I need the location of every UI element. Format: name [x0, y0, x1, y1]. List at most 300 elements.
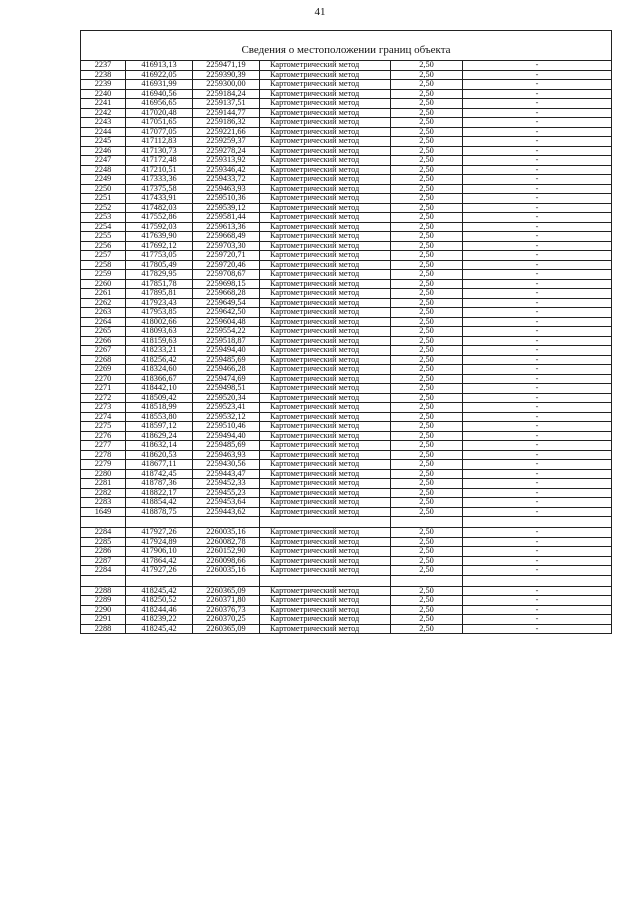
coord-x-cell: 417375,58 [126, 184, 193, 194]
point-number-cell: 2279 [81, 460, 126, 470]
table-row [81, 488, 612, 498]
coord-y-cell: 2259463,93 [193, 450, 260, 460]
coord-y-cell: 2259703,30 [193, 241, 260, 251]
coord-y-cell: 2259518,87 [193, 336, 260, 346]
coord-x-cell: 417895,81 [126, 289, 193, 299]
table-row [81, 241, 612, 251]
point-number-cell: 2264 [81, 317, 126, 327]
description-cell: - [463, 528, 612, 538]
point-number-cell: 2251 [81, 194, 126, 204]
description-cell: - [463, 624, 612, 634]
coord-y-cell: 2259453,64 [193, 498, 260, 508]
accuracy-cell: 2,50 [391, 336, 463, 346]
point-number-cell: 2238 [81, 70, 126, 80]
point-number-cell: 2267 [81, 346, 126, 356]
coord-x-cell: 417639,90 [126, 232, 193, 242]
description-cell: - [463, 232, 612, 242]
description-cell: - [463, 498, 612, 508]
separator-cell [193, 575, 260, 586]
separator-cell [81, 517, 126, 528]
point-number-cell: 2273 [81, 403, 126, 413]
method-cell: Картометрический метод [260, 194, 391, 204]
description-cell: - [463, 537, 612, 547]
coord-x-cell: 418159,63 [126, 336, 193, 346]
point-number-cell: 2287 [81, 556, 126, 566]
description-cell: - [463, 156, 612, 166]
coord-x-cell: 418518,99 [126, 403, 193, 413]
coord-y-cell: 2259485,69 [193, 441, 260, 451]
accuracy-cell: 2,50 [391, 469, 463, 479]
coord-y-cell: 2259430,56 [193, 460, 260, 470]
method-cell: Картометрический метод [260, 118, 391, 128]
accuracy-cell: 2,50 [391, 156, 463, 166]
accuracy-cell: 2,50 [391, 108, 463, 118]
point-number-cell: 2253 [81, 213, 126, 223]
table-row [81, 327, 612, 337]
coord-y-cell: 2259523,41 [193, 403, 260, 413]
table-row [81, 61, 612, 71]
description-cell: - [463, 270, 612, 280]
description-cell: - [463, 479, 612, 489]
separator-cell [463, 517, 612, 528]
accuracy-cell: 2,50 [391, 528, 463, 538]
description-cell: - [463, 431, 612, 441]
point-number-cell: 2265 [81, 327, 126, 337]
coord-x-cell: 417482,03 [126, 203, 193, 213]
method-cell: Картометрический метод [260, 403, 391, 413]
coord-x-cell: 416956,65 [126, 99, 193, 109]
point-number-cell: 2276 [81, 431, 126, 441]
group-separator [81, 517, 612, 528]
point-number-cell: 2258 [81, 260, 126, 270]
description-cell: - [463, 384, 612, 394]
accuracy-cell: 2,50 [391, 479, 463, 489]
table-row [81, 528, 612, 538]
method-cell: Картометрический метод [260, 260, 391, 270]
table-row [81, 108, 612, 118]
point-number-cell: 2260 [81, 279, 126, 289]
method-cell: Картометрический метод [260, 70, 391, 80]
coord-x-cell: 417552,86 [126, 213, 193, 223]
accuracy-cell: 2,50 [391, 99, 463, 109]
coord-x-cell: 418002,66 [126, 317, 193, 327]
coord-x-cell: 416931,99 [126, 80, 193, 90]
coord-x-cell: 418742,45 [126, 469, 193, 479]
method-cell: Картометрический метод [260, 355, 391, 365]
table-row [81, 605, 612, 615]
coord-x-cell: 418553,80 [126, 412, 193, 422]
description-cell: - [463, 241, 612, 251]
description-cell: - [463, 336, 612, 346]
description-cell: - [463, 586, 612, 596]
accuracy-cell: 2,50 [391, 566, 463, 576]
coord-y-cell: 2259510,36 [193, 194, 260, 204]
method-cell: Картометрический метод [260, 317, 391, 327]
coord-y-cell: 2259494,40 [193, 431, 260, 441]
accuracy-cell: 2,50 [391, 346, 463, 356]
accuracy-cell: 2,50 [391, 289, 463, 299]
description-cell: - [463, 308, 612, 318]
coord-x-cell: 418245,42 [126, 624, 193, 634]
accuracy-cell: 2,50 [391, 137, 463, 147]
accuracy-cell: 2,50 [391, 412, 463, 422]
table-row [81, 298, 612, 308]
method-cell: Картометрический метод [260, 384, 391, 394]
coord-x-cell: 417130,73 [126, 146, 193, 156]
point-number-cell: 2288 [81, 624, 126, 634]
table-row [81, 507, 612, 517]
coord-y-cell: 2259708,67 [193, 270, 260, 280]
method-cell: Картометрический метод [260, 586, 391, 596]
point-number-cell: 2263 [81, 308, 126, 318]
coord-y-cell: 2259613,36 [193, 222, 260, 232]
method-cell: Картометрический метод [260, 596, 391, 606]
method-cell: Картометрический метод [260, 488, 391, 498]
accuracy-cell: 2,50 [391, 118, 463, 128]
coord-x-cell: 418442,10 [126, 384, 193, 394]
coord-y-cell: 2259471,19 [193, 61, 260, 71]
coord-y-cell: 2259452,33 [193, 479, 260, 489]
method-cell: Картометрический метод [260, 222, 391, 232]
coord-x-cell: 417112,83 [126, 137, 193, 147]
accuracy-cell: 2,50 [391, 251, 463, 261]
table-row [81, 317, 612, 327]
accuracy-cell: 2,50 [391, 175, 463, 185]
point-number-cell: 2256 [81, 241, 126, 251]
description-cell: - [463, 99, 612, 109]
coord-y-cell: 2259221,66 [193, 127, 260, 137]
coord-y-cell: 2259510,46 [193, 422, 260, 432]
accuracy-cell: 2,50 [391, 384, 463, 394]
description-cell: - [463, 70, 612, 80]
accuracy-cell: 2,50 [391, 127, 463, 137]
coord-y-cell: 2259649,54 [193, 298, 260, 308]
description-cell: - [463, 165, 612, 175]
accuracy-cell: 2,50 [391, 393, 463, 403]
coord-x-cell: 417923,43 [126, 298, 193, 308]
table-row [81, 232, 612, 242]
coord-x-cell: 418878,75 [126, 507, 193, 517]
page-number: 41 [314, 6, 326, 18]
method-cell: Картометрический метод [260, 146, 391, 156]
coord-x-cell: 417077,05 [126, 127, 193, 137]
coord-x-cell: 418509,42 [126, 393, 193, 403]
method-cell: Картометрический метод [260, 156, 391, 166]
coord-x-cell: 417753,05 [126, 251, 193, 261]
description-cell: - [463, 556, 612, 566]
point-number-cell: 2257 [81, 251, 126, 261]
description-cell: - [463, 450, 612, 460]
coord-x-cell: 417906,10 [126, 547, 193, 557]
coord-y-cell: 2259137,51 [193, 99, 260, 109]
point-number-cell: 2259 [81, 270, 126, 280]
point-number-cell: 2244 [81, 127, 126, 137]
point-number-cell: 2270 [81, 374, 126, 384]
method-cell: Картометрический метод [260, 203, 391, 213]
point-number-cell: 2241 [81, 99, 126, 109]
table-row [81, 441, 612, 451]
accuracy-cell: 2,50 [391, 317, 463, 327]
separator-cell [126, 575, 193, 586]
accuracy-cell: 2,50 [391, 241, 463, 251]
coord-x-cell: 417864,42 [126, 556, 193, 566]
method-cell: Картометрический метод [260, 615, 391, 625]
coord-x-cell: 418233,21 [126, 346, 193, 356]
method-cell: Картометрический метод [260, 624, 391, 634]
table-row [81, 289, 612, 299]
table-row [81, 251, 612, 261]
method-cell: Картометрический метод [260, 289, 391, 299]
coord-y-cell: 2259390,39 [193, 70, 260, 80]
accuracy-cell: 2,50 [391, 431, 463, 441]
coord-x-cell: 417333,36 [126, 175, 193, 185]
table-row [81, 222, 612, 232]
description-cell: - [463, 441, 612, 451]
coord-x-cell: 417210,51 [126, 165, 193, 175]
coord-y-cell: 2259720,46 [193, 260, 260, 270]
description-cell: - [463, 279, 612, 289]
accuracy-cell: 2,50 [391, 327, 463, 337]
table-row [81, 596, 612, 606]
boundary-sheet [80, 30, 612, 634]
accuracy-cell: 2,50 [391, 165, 463, 175]
description-cell: - [463, 355, 612, 365]
point-number-cell: 2255 [81, 232, 126, 242]
description-cell: - [463, 596, 612, 606]
coord-y-cell: 2259433,72 [193, 175, 260, 185]
table-row [81, 89, 612, 99]
method-cell: Картометрический метод [260, 507, 391, 517]
coord-x-cell: 417927,26 [126, 566, 193, 576]
point-number-cell: 2290 [81, 605, 126, 615]
method-cell: Картометрический метод [260, 127, 391, 137]
accuracy-cell: 2,50 [391, 270, 463, 280]
method-cell: Картометрический метод [260, 175, 391, 185]
description-cell: - [463, 61, 612, 71]
coord-x-cell: 416940,56 [126, 89, 193, 99]
point-number-cell: 2280 [81, 469, 126, 479]
method-cell: Картометрический метод [260, 270, 391, 280]
point-number-cell: 2277 [81, 441, 126, 451]
description-cell: - [463, 194, 612, 204]
coord-x-cell: 416922,05 [126, 70, 193, 80]
point-number-cell: 2266 [81, 336, 126, 346]
table-row [81, 137, 612, 147]
coord-y-cell: 2259300,00 [193, 80, 260, 90]
coord-x-cell: 417020,48 [126, 108, 193, 118]
coord-x-cell: 417927,26 [126, 528, 193, 538]
table-row [81, 547, 612, 557]
table-row [81, 412, 612, 422]
table-row [81, 556, 612, 566]
table-row [81, 260, 612, 270]
method-cell: Картометрический метод [260, 556, 391, 566]
coord-x-cell: 418787,36 [126, 479, 193, 489]
method-cell: Картометрический метод [260, 80, 391, 90]
separator-cell [193, 517, 260, 528]
table-header-title: Сведения о местоположении границ объекта [80, 30, 612, 60]
coord-x-cell: 417592,03 [126, 222, 193, 232]
table-row [81, 156, 612, 166]
method-cell: Картометрический метод [260, 99, 391, 109]
coord-x-cell: 417953,85 [126, 308, 193, 318]
point-number-cell: 2239 [81, 80, 126, 90]
coord-x-cell: 418632,14 [126, 441, 193, 451]
description-cell: - [463, 327, 612, 337]
coord-y-cell: 2259443,47 [193, 469, 260, 479]
accuracy-cell: 2,50 [391, 488, 463, 498]
method-cell: Картометрический метод [260, 327, 391, 337]
coord-y-cell: 2260152,90 [193, 547, 260, 557]
description-cell: - [463, 298, 612, 308]
description-cell: - [463, 488, 612, 498]
method-cell: Картометрический метод [260, 279, 391, 289]
method-cell: Картометрический метод [260, 251, 391, 261]
method-cell: Картометрический метод [260, 346, 391, 356]
coord-y-cell: 2259184,24 [193, 89, 260, 99]
description-cell: - [463, 80, 612, 90]
method-cell: Картометрический метод [260, 479, 391, 489]
description-cell: - [463, 412, 612, 422]
coord-x-cell: 418256,42 [126, 355, 193, 365]
description-cell: - [463, 127, 612, 137]
coord-x-cell: 417172,48 [126, 156, 193, 166]
point-number-cell: 2237 [81, 61, 126, 71]
coord-x-cell: 418629,24 [126, 431, 193, 441]
table-row [81, 165, 612, 175]
point-number-cell: 2248 [81, 165, 126, 175]
table-row [81, 355, 612, 365]
method-cell: Картометрический метод [260, 528, 391, 538]
method-cell: Картометрический метод [260, 374, 391, 384]
coord-x-cell: 417924,89 [126, 537, 193, 547]
table-row [81, 203, 612, 213]
accuracy-cell: 2,50 [391, 450, 463, 460]
separator-cell [260, 517, 391, 528]
accuracy-cell: 2,50 [391, 298, 463, 308]
table-row [81, 184, 612, 194]
accuracy-cell: 2,50 [391, 232, 463, 242]
point-number-cell: 2246 [81, 146, 126, 156]
separator-cell [126, 517, 193, 528]
accuracy-cell: 2,50 [391, 203, 463, 213]
method-cell: Картометрический метод [260, 547, 391, 557]
accuracy-cell: 2,50 [391, 146, 463, 156]
coord-y-cell: 2259494,40 [193, 346, 260, 356]
table-row [81, 365, 612, 375]
method-cell: Картометрический метод [260, 469, 391, 479]
point-number-cell: 2242 [81, 108, 126, 118]
point-number-cell: 2254 [81, 222, 126, 232]
method-cell: Картометрический метод [260, 498, 391, 508]
method-cell: Картометрический метод [260, 108, 391, 118]
accuracy-cell: 2,50 [391, 194, 463, 204]
group-separator [81, 575, 612, 586]
separator-cell [463, 575, 612, 586]
point-number-cell: 2288 [81, 586, 126, 596]
point-number-cell: 2247 [81, 156, 126, 166]
accuracy-cell: 2,50 [391, 586, 463, 596]
description-cell: - [463, 260, 612, 270]
coord-y-cell: 2259668,49 [193, 232, 260, 242]
coord-x-cell: 418093,63 [126, 327, 193, 337]
coord-y-cell: 2260035,16 [193, 566, 260, 576]
coord-x-cell: 418244,46 [126, 605, 193, 615]
separator-cell [391, 575, 463, 586]
description-cell: - [463, 203, 612, 213]
table-row [81, 431, 612, 441]
point-number-cell: 2252 [81, 203, 126, 213]
accuracy-cell: 2,50 [391, 213, 463, 223]
table-row [81, 586, 612, 596]
method-cell: Картометрический метод [260, 422, 391, 432]
description-cell: - [463, 566, 612, 576]
coord-y-cell: 2259144,77 [193, 108, 260, 118]
coordinates-table-body [81, 61, 612, 634]
table-row [81, 460, 612, 470]
table-row [81, 80, 612, 90]
coord-y-cell: 2259668,28 [193, 289, 260, 299]
point-number-cell: 2268 [81, 355, 126, 365]
method-cell: Картометрический метод [260, 184, 391, 194]
coord-x-cell: 417805,49 [126, 260, 193, 270]
table-row [81, 384, 612, 394]
point-number-cell: 2286 [81, 547, 126, 557]
coord-x-cell: 417692,12 [126, 241, 193, 251]
method-cell: Картометрический метод [260, 412, 391, 422]
table-row [81, 615, 612, 625]
coord-y-cell: 2260365,09 [193, 624, 260, 634]
point-number-cell: 2271 [81, 384, 126, 394]
description-cell: - [463, 346, 612, 356]
coord-x-cell: 418239,22 [126, 615, 193, 625]
description-cell: - [463, 469, 612, 479]
coord-y-cell: 2259698,15 [193, 279, 260, 289]
accuracy-cell: 2,50 [391, 365, 463, 375]
coord-x-cell: 417829,95 [126, 270, 193, 280]
description-cell: - [463, 146, 612, 156]
description-cell: - [463, 615, 612, 625]
accuracy-cell: 2,50 [391, 624, 463, 634]
description-cell: - [463, 317, 612, 327]
description-cell: - [463, 365, 612, 375]
coord-y-cell: 2259485,69 [193, 355, 260, 365]
table-row [81, 566, 612, 576]
method-cell: Картометрический метод [260, 605, 391, 615]
coord-y-cell: 2259455,23 [193, 488, 260, 498]
description-cell: - [463, 137, 612, 147]
coord-y-cell: 2259463,93 [193, 184, 260, 194]
separator-cell [260, 575, 391, 586]
method-cell: Картометрический метод [260, 137, 391, 147]
method-cell: Картометрический метод [260, 537, 391, 547]
coord-x-cell: 416913,13 [126, 61, 193, 71]
accuracy-cell: 2,50 [391, 460, 463, 470]
point-number-cell: 2240 [81, 89, 126, 99]
description-cell: - [463, 222, 612, 232]
description-cell: - [463, 289, 612, 299]
coord-y-cell: 2260082,78 [193, 537, 260, 547]
table-row [81, 537, 612, 547]
coord-y-cell: 2259532,12 [193, 412, 260, 422]
accuracy-cell: 2,50 [391, 61, 463, 71]
table-row [81, 308, 612, 318]
description-cell: - [463, 89, 612, 99]
point-number-cell: 2269 [81, 365, 126, 375]
accuracy-cell: 2,50 [391, 184, 463, 194]
point-number-cell: 2262 [81, 298, 126, 308]
coord-y-cell: 2259539,12 [193, 203, 260, 213]
